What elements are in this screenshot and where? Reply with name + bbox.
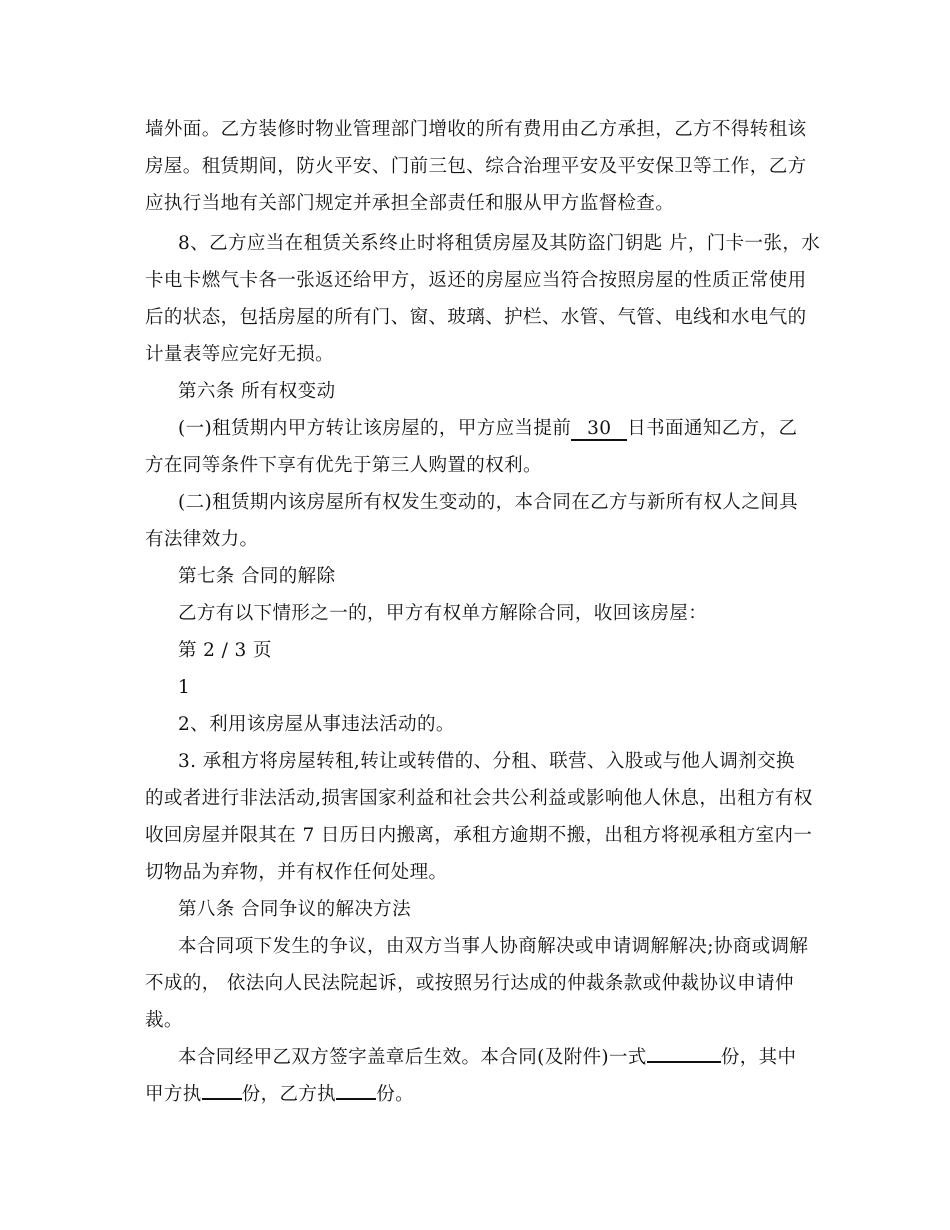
transfer-notice-line [178, 417, 797, 441]
text-line: 本合同项下发生的争议，由双方当事人协商解决或申请调解解决;协商或调解 [178, 936, 809, 957]
text-segment: (一)租赁期内甲方转让该房屋的，甲方应当提前 [178, 418, 572, 439]
text-segment: 日书面通知乙方，乙 [627, 418, 798, 439]
section-heading: 第八条 合同争议的解决方法 [178, 899, 412, 920]
text-segment: 本合同经甲乙双方签字盖章后生效。本合同(及附件)一式 [178, 1047, 647, 1068]
text-line: 墙外面。乙方装修时物业管理部门增收的所有费用由乙方承担，乙方不得转租该 [145, 119, 807, 140]
list-number: 1 [178, 677, 191, 698]
text-segment: 甲方执 [145, 1084, 202, 1105]
copies-total-blank [647, 1061, 721, 1063]
copies-line [178, 1046, 796, 1070]
text-line: 应执行当地有关部门规定并承担全部责任和服从甲方监督检查。 [145, 193, 675, 214]
text-line: 房屋。租赁期间，防火平安、门前三包、综合治理平安及平安保卫等工作，乙方 [145, 156, 807, 177]
copies-line [145, 1083, 414, 1107]
text-line: 8、乙方应当在租赁关系终止时将租赁房屋及其防盗门钥匙 片，门卡一张，水 [178, 233, 821, 254]
page-number: 第 2 / 3 页 [178, 640, 272, 661]
text-line: 不成的， 依法向人民法院起诉，或按照另行达成的仲裁条款或仲裁协议申请仲 [145, 973, 794, 994]
text-segment: 份，其中 [720, 1047, 797, 1068]
text-line: 后的状态，包括房屋的所有门、窗、玻璃、护栏、水管、气管、电线和水电气的 [145, 307, 807, 328]
text-line: 计量表等应完好无损。 [145, 344, 335, 365]
party-b-copies-blank [336, 1098, 376, 1100]
notice-days-field: 30 [571, 419, 627, 441]
party-a-copies-blank [202, 1098, 242, 1100]
text-line: 2、利用该房屋从事违法活动的。 [178, 714, 455, 735]
text-line: 有法律效力。 [145, 529, 259, 550]
text-line: 切物品为弃物，并有权作任何处理。 [145, 862, 448, 883]
section-heading: 第六条 所有权变动 [178, 381, 336, 402]
text-segment: 份。 [376, 1084, 415, 1105]
text-line: 方在同等条件下享有优先于第三人购置的权利。 [145, 455, 542, 476]
text-line: 乙方有以下情形之一的，甲方有权单方解除合同，收回该房屋： [178, 603, 708, 624]
text-line: 的或者进行非法活动,损害国家利益和社会共公利益或影响他人休息，出租方有权 [145, 788, 813, 809]
text-segment: 份，乙方执 [241, 1084, 337, 1105]
text-line: (二)租赁期内该房屋所有权发生变动的，本合同在乙方与新所有权人之间具 [178, 492, 799, 513]
text-line: 收回房屋并限其在 7 日历日内搬离，承租方逾期不搬，出租方将视承租方室内一 [145, 825, 813, 846]
text-line: 卡电卡燃气卡各一张返还给甲方，返还的房屋应当符合按照房屋的性质正常使用 [145, 270, 807, 291]
section-heading: 第七条 合同的解除 [178, 566, 336, 587]
text-line: 裁。 [145, 1010, 183, 1031]
text-line: 3. 承租方将房屋转租,转让或转借的、分租、联营、入股或与他人调剂交换 [178, 751, 795, 772]
